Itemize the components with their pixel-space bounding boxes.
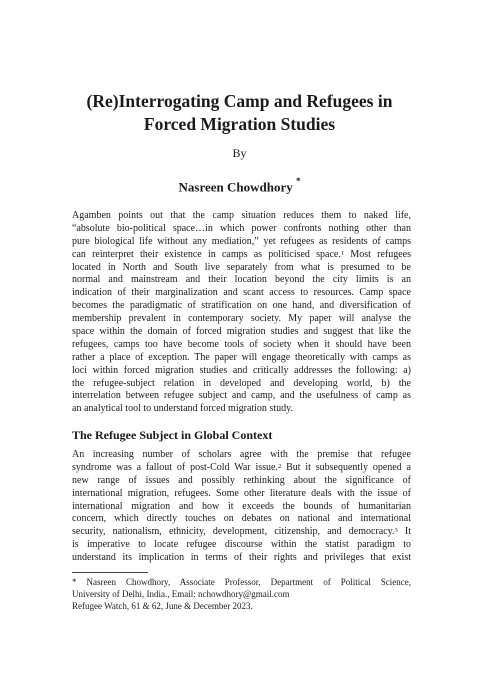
author-footnote-marker: *: [296, 176, 301, 186]
section-heading: The Refugee Subject in Global Context: [72, 428, 273, 442]
abstract-line-tail: Most refugees: [344, 248, 411, 260]
footnote-divider: [72, 572, 148, 573]
abstract-line: “absolute bio-political space…in which power confronts nothing other than: [72, 222, 411, 234]
title-line-1: (Re)Interrogating Camp and Refugees in: [86, 91, 393, 111]
footnote-line: University of Delhi, India., Email: nchowdhory@gmail.com: [72, 589, 290, 599]
footnote-line: * Nasreen Chowdhory, Associate Professor, Department of Political Science,: [72, 577, 411, 587]
abstract-line: pure biological life without any mediation,” yet refugees as residents of camps: [72, 235, 411, 247]
abstract-line: an analytical tool to understand forced migration study.: [72, 403, 293, 415]
abstract-line: space within the domain of forced migration studies and suggest that like the: [72, 326, 411, 338]
section-line: international migration and how it exceeds the bounds of humanitarian: [72, 500, 411, 512]
section-line: new range of issues and possibly rethinking about the significance of: [72, 474, 411, 486]
section-line: [72, 526, 411, 539]
abstract-line: rather a place of exception. The paper will engage theoretically with camps as: [72, 351, 411, 363]
section-line: international migration, refugees. Some other literature deals with the issue of: [72, 487, 411, 499]
footnote-ref-2: 2: [277, 462, 282, 470]
section-line: [72, 462, 411, 475]
section-line: concern, which directly touches on debates on national and international: [72, 513, 411, 525]
abstract-line-text: can reinterpret their existence in camps as politicised space.: [72, 248, 341, 260]
abstract-line: Agamben points out that the camp situation reduces them to naked life,: [72, 210, 411, 221]
abstract-paragraph: [72, 210, 411, 416]
abstract-line: [72, 249, 411, 262]
section-line-text: syndrome was a fallout of post-Cold War issue.: [72, 461, 278, 473]
abstract-line: refugees, camps too have become tools of society when it should have been: [72, 338, 411, 350]
by-line: By: [232, 146, 247, 160]
section-line: An increasing number of scholars agree with the premise that refugee: [72, 449, 411, 460]
footnote-line: Refugee Watch, 61 & 62, June & December 2023.: [72, 601, 253, 611]
section-line: understand its implication in terms of their rights and privileges that exist: [72, 552, 411, 564]
title-line-2: Forced Migration Studies: [143, 114, 336, 134]
section-paragraph: [72, 449, 411, 565]
abstract-line: normal and mainstream and their location beyond the city limits is an: [72, 274, 411, 286]
abstract-line: located in North and South live separately from what is presumed to be: [72, 261, 411, 273]
abstract-line: becomes the paradigmatic of stratification on one hand, and diversification of: [72, 300, 411, 312]
footnote-ref-3: 3: [394, 527, 398, 535]
section-line-text: security, nationalism, ethnicity, development, citizenship, and democracy.: [72, 526, 395, 538]
abstract-line: the refugee-subject relation in developed and developing world, b) the: [72, 377, 411, 389]
paper-title: [40, 90, 439, 136]
abstract-line: indication of their marginalization and scant access to resources. Camp space: [72, 287, 411, 299]
abstract-line: loci within forced migration studies and critically addresses the following: a): [72, 364, 411, 376]
section-line: is imperative to locate refugee discourse within the statist paradigm to: [72, 539, 411, 551]
section-line-tail: It: [397, 526, 411, 538]
footnote-ref-1: 1: [340, 249, 345, 257]
abstract-line: membership prevalent in contemporary society. My paper will analyse the: [72, 313, 411, 325]
section-line-tail: But it subsequently opened a: [281, 461, 411, 473]
author-name-text: Nasreen Chowdhory: [178, 179, 293, 195]
footnote: [72, 576, 411, 612]
author-name: [0, 178, 479, 195]
abstract-line: interrelation between refugee subject and camp, and the usefulness of camp as: [72, 390, 411, 402]
